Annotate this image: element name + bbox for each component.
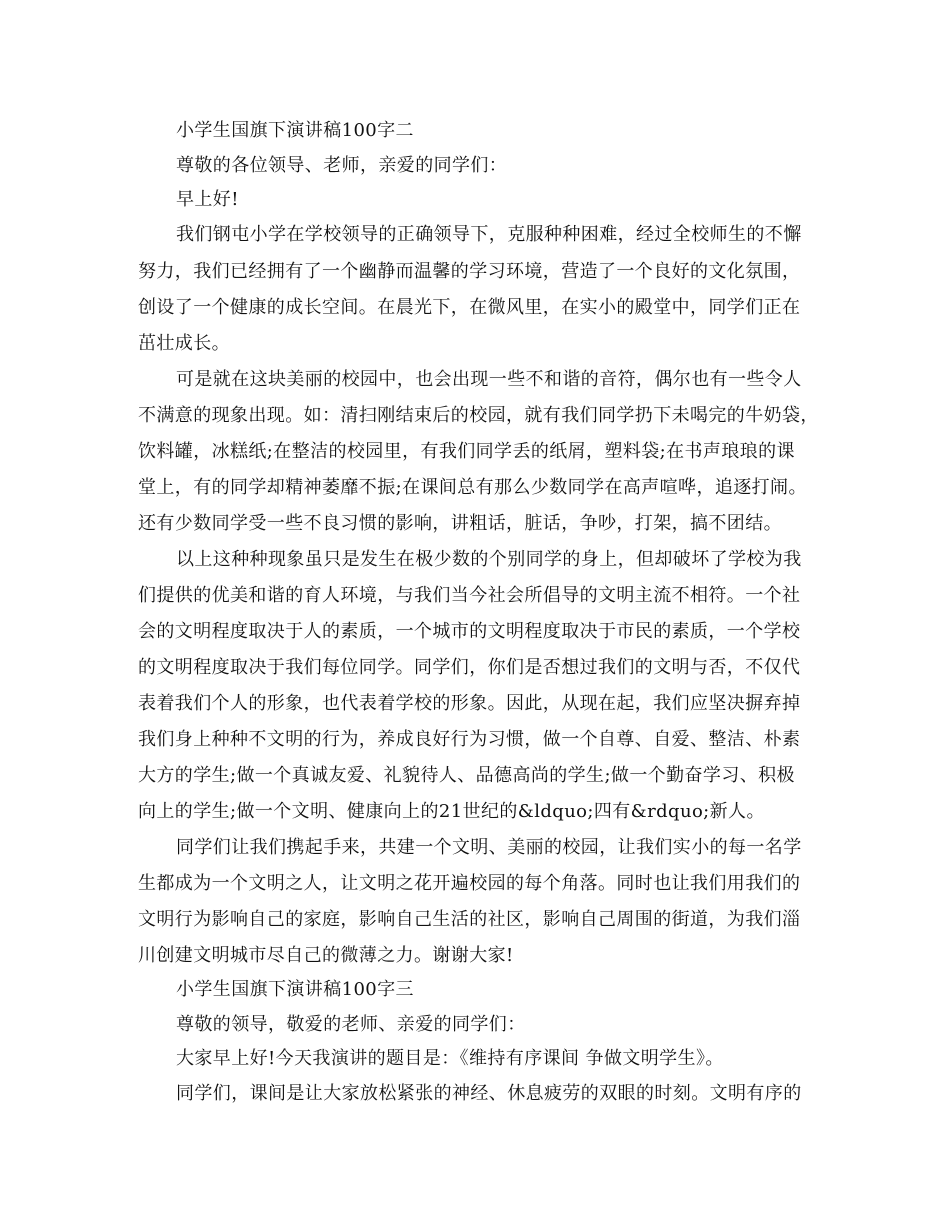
text-line: 川创建文明城市尽自己的微薄之力。谢谢大家! — [138, 945, 514, 966]
text-line: 大家早上好!今天我演讲的题目是：《维持有序课间 争做文明学生》。 — [176, 1048, 724, 1069]
text-line: 们提供的优美和谐的育人环境，与我们当今社会所倡导的文明主流不相符。一个社 — [138, 585, 801, 606]
text-line: 文明行为影响自己的家庭，影响自己生活的社区，影响自己周围的街道，为我们淄 — [138, 909, 801, 930]
text-line: 努力，我们已经拥有了一个幽静而温馨的学习环境，营造了一个良好的文化氛围， — [138, 261, 801, 282]
text-line: 向上的学生;做一个文明、健康向上的21世纪的&ldquo;四有&rdquo;新人。 — [138, 801, 765, 822]
text-line: 可是就在这块美丽的校园中，也会出现一些不和谐的音符，偶尔也有一些令人 — [176, 369, 802, 390]
salutation: 尊敬的各位领导、老师，亲爱的同学们： — [176, 155, 508, 176]
text-line: 会的文明程度取决于人的素质，一个城市的文明程度取决于市民的素质，一个学校 — [138, 621, 801, 642]
greeting: 早上好! — [176, 189, 239, 210]
text-line: 不满意的现象出现。如：清扫刚结束后的校园，就有我们同学扔下未喝完的牛奶袋， — [138, 405, 819, 426]
section-title: 小学生国旗下演讲稿100字二 — [176, 120, 414, 141]
text-line: 我们身上种种不文明的行为，养成良好行为习惯，做一个自尊、自爱、整洁、朴素 — [138, 729, 801, 750]
text-line: 我们钢屯小学在学校领导的正确领导下，克服种种困难，经过全校师生的不懈 — [176, 224, 802, 245]
text-line: 同学们，课间是让大家放松紧张的神经、休息疲劳的双眼的时刻。文明有序的 — [176, 1083, 802, 1104]
text-line: 生都成为一个文明之人，让文明之花开遍校园的每个角落。同时也让我们用我们的 — [138, 873, 801, 894]
text-line: 茁壮成长。 — [138, 333, 230, 354]
text-line: 还有少数同学受一些不良习惯的影响，讲粗话，脏话，争吵，打架，搞不团结。 — [138, 513, 782, 534]
text-line: 创设了一个健康的成长空间。在晨光下，在微风里，在实小的殿堂中，同学们正在 — [138, 297, 801, 318]
text-line: 堂上，有的同学却精神萎靡不振;在课间总有那么少数同学在高声喧哗，追逐打闹。 — [138, 477, 807, 498]
text-line: 表着我们个人的形象，也代表着学校的形象。因此，从现在起，我们应坚决摒弃掉 — [138, 693, 801, 714]
text-line: 以上这种种现象虽只是发生在极少数的个别同学的身上，但却破坏了学校为我 — [176, 549, 802, 570]
text-line: 同学们让我们携起手来，共建一个文明、美丽的校园，让我们实小的每一名学 — [176, 837, 802, 858]
section-title: 小学生国旗下演讲稿100字三 — [176, 979, 414, 1000]
text-line: 的文明程度取决于我们每位同学。同学们，你们是否想过我们的文明与否，不仅代 — [138, 657, 801, 678]
text-line: 大方的学生;做一个真诚友爱、礼貌待人、品德高尚的学生;做一个勤奋学习、积极 — [138, 765, 795, 786]
salutation: 尊敬的领导，敬爱的老师、亲爱的同学们： — [176, 1014, 526, 1035]
text-line: 饮料罐，冰糕纸;在整洁的校园里，有我们同学丢的纸屑，塑料袋;在书声琅琅的课 — [138, 441, 795, 462]
